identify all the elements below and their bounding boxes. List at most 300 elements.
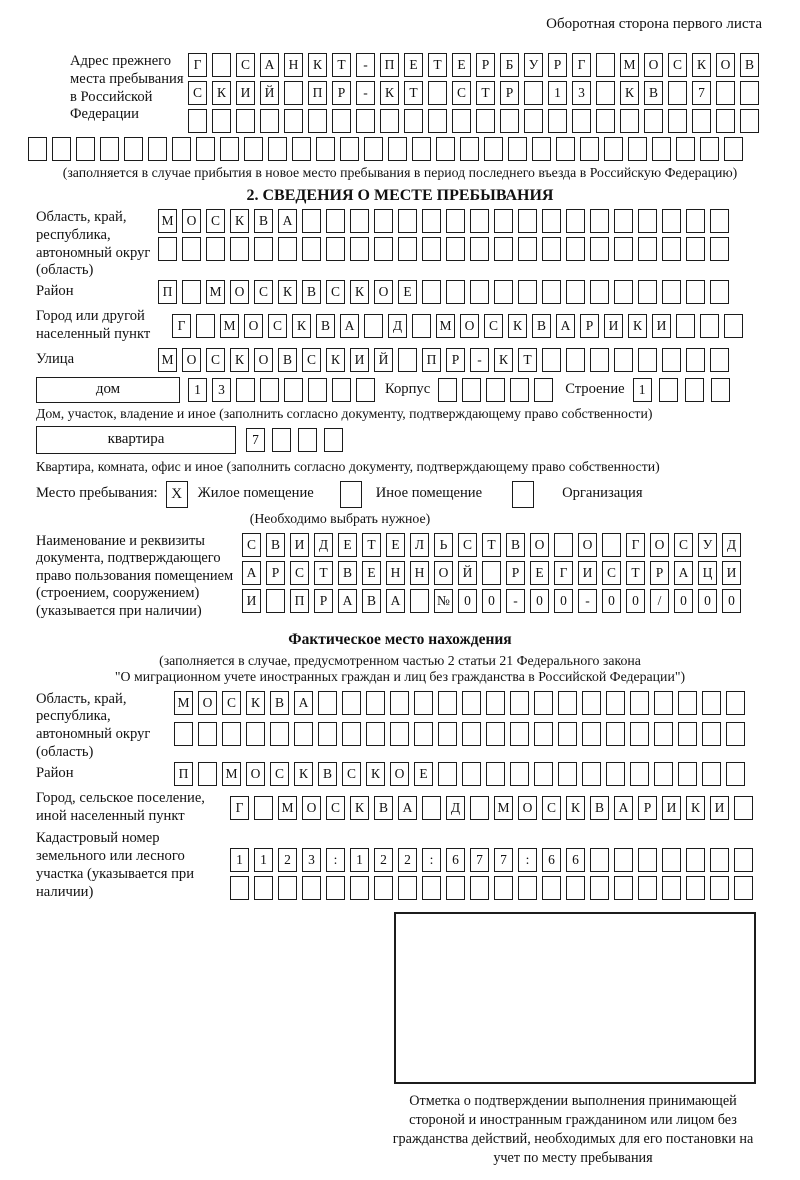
char-cell[interactable]: О <box>182 209 201 233</box>
char-cell[interactable]: Т <box>626 561 645 585</box>
char-cell[interactable]: К <box>620 81 639 105</box>
char-cell[interactable] <box>470 280 489 304</box>
char-cell[interactable] <box>590 280 609 304</box>
char-cell[interactable]: П <box>290 589 309 613</box>
char-cell[interactable]: 0 <box>554 589 573 613</box>
char-cell[interactable] <box>222 722 241 746</box>
char-cell[interactable] <box>272 428 291 452</box>
char-cell[interactable]: К <box>628 314 647 338</box>
char-cell[interactable] <box>182 237 201 261</box>
char-cell[interactable] <box>558 762 577 786</box>
char-cell[interactable]: Д <box>314 533 333 557</box>
char-cell[interactable] <box>596 53 615 77</box>
char-cell[interactable] <box>76 137 95 161</box>
char-cell[interactable]: 0 <box>482 589 501 613</box>
char-cell[interactable]: 3 <box>302 848 321 872</box>
char-cell[interactable] <box>342 722 361 746</box>
char-cell[interactable]: Й <box>374 348 393 372</box>
char-cell[interactable] <box>278 237 297 261</box>
char-cell[interactable]: М <box>206 280 225 304</box>
char-cell[interactable] <box>558 722 577 746</box>
char-cell[interactable] <box>724 137 743 161</box>
char-cell[interactable] <box>494 237 513 261</box>
char-cell[interactable]: Т <box>482 533 501 557</box>
char-cell[interactable] <box>711 378 730 402</box>
char-cell[interactable]: А <box>294 691 313 715</box>
char-cell[interactable] <box>302 876 321 900</box>
char-cell[interactable] <box>438 722 457 746</box>
char-cell[interactable] <box>638 876 657 900</box>
char-cell[interactable]: 0 <box>530 589 549 613</box>
char-cell[interactable] <box>566 280 585 304</box>
char-cell[interactable] <box>198 722 217 746</box>
char-cell[interactable] <box>602 533 621 557</box>
char-cell[interactable] <box>630 762 649 786</box>
char-cell[interactable] <box>614 209 633 233</box>
char-cell[interactable]: М <box>174 691 193 715</box>
char-cell[interactable] <box>542 280 561 304</box>
char-cell[interactable] <box>388 137 407 161</box>
char-cell[interactable]: 7 <box>494 848 513 872</box>
char-cell[interactable]: С <box>342 762 361 786</box>
char-cell[interactable]: Т <box>404 81 423 105</box>
char-cell[interactable] <box>398 209 417 233</box>
char-cell[interactable]: И <box>290 533 309 557</box>
char-cell[interactable]: С <box>268 314 287 338</box>
char-cell[interactable] <box>548 109 567 133</box>
char-cell[interactable] <box>398 348 417 372</box>
char-cell[interactable] <box>422 876 441 900</box>
char-cell[interactable] <box>172 137 191 161</box>
char-cell[interactable] <box>676 314 695 338</box>
char-cell[interactable] <box>662 280 681 304</box>
char-cell[interactable]: 1 <box>188 378 207 402</box>
char-cell[interactable]: И <box>578 561 597 585</box>
char-cell[interactable] <box>254 876 273 900</box>
char-cell[interactable]: П <box>380 53 399 77</box>
char-cell[interactable] <box>340 137 359 161</box>
char-cell[interactable] <box>524 109 543 133</box>
char-cell[interactable]: К <box>686 796 705 820</box>
char-cell[interactable] <box>678 722 697 746</box>
char-cell[interactable] <box>414 722 433 746</box>
char-cell[interactable]: - <box>506 589 525 613</box>
char-cell[interactable]: Р <box>580 314 599 338</box>
char-cell[interactable]: С <box>326 796 345 820</box>
char-cell[interactable]: О <box>254 348 273 372</box>
char-cell[interactable] <box>206 237 225 261</box>
char-cell[interactable] <box>659 378 678 402</box>
char-cell[interactable] <box>652 137 671 161</box>
char-cell[interactable] <box>686 876 705 900</box>
char-cell[interactable] <box>740 109 759 133</box>
char-cell[interactable] <box>638 848 657 872</box>
char-cell[interactable]: Г <box>230 796 249 820</box>
char-cell[interactable] <box>572 109 591 133</box>
char-cell[interactable]: У <box>698 533 717 557</box>
char-cell[interactable] <box>230 876 249 900</box>
char-cell[interactable] <box>438 691 457 715</box>
char-cell[interactable]: Е <box>386 533 405 557</box>
char-cell[interactable]: С <box>484 314 503 338</box>
char-cell[interactable]: А <box>386 589 405 613</box>
char-cell[interactable]: Ь <box>434 533 453 557</box>
char-cell[interactable]: В <box>266 533 285 557</box>
char-cell[interactable]: И <box>242 589 261 613</box>
char-cell[interactable] <box>710 280 729 304</box>
char-cell[interactable] <box>446 237 465 261</box>
char-cell[interactable]: - <box>356 81 375 105</box>
char-cell[interactable] <box>542 209 561 233</box>
char-cell[interactable]: С <box>270 762 289 786</box>
char-cell[interactable] <box>332 378 351 402</box>
char-cell[interactable]: О <box>302 796 321 820</box>
char-cell[interactable]: 1 <box>230 848 249 872</box>
char-cell[interactable] <box>566 348 585 372</box>
char-cell[interactable]: К <box>692 53 711 77</box>
char-cell[interactable] <box>374 209 393 233</box>
char-cell[interactable] <box>308 109 327 133</box>
char-cell[interactable] <box>614 280 633 304</box>
char-cell[interactable]: Е <box>338 533 357 557</box>
char-cell[interactable] <box>668 81 687 105</box>
char-cell[interactable] <box>726 722 745 746</box>
char-cell[interactable]: В <box>532 314 551 338</box>
char-cell[interactable] <box>28 137 47 161</box>
char-cell[interactable] <box>580 137 599 161</box>
char-cell[interactable] <box>716 109 735 133</box>
char-cell[interactable]: Р <box>650 561 669 585</box>
char-cell[interactable] <box>500 109 519 133</box>
char-cell[interactable] <box>590 348 609 372</box>
char-cell[interactable]: О <box>246 762 265 786</box>
char-cell[interactable] <box>700 137 719 161</box>
char-cell[interactable]: О <box>198 691 217 715</box>
char-cell[interactable] <box>716 81 735 105</box>
char-cell[interactable] <box>196 314 215 338</box>
char-cell[interactable] <box>486 378 505 402</box>
char-cell[interactable] <box>398 237 417 261</box>
char-cell[interactable] <box>308 378 327 402</box>
char-cell[interactable] <box>532 137 551 161</box>
char-cell[interactable]: О <box>374 280 393 304</box>
char-cell[interactable]: И <box>350 348 369 372</box>
char-cell[interactable] <box>284 378 303 402</box>
char-cell[interactable] <box>534 722 553 746</box>
char-cell[interactable]: В <box>270 691 289 715</box>
char-cell[interactable] <box>342 691 361 715</box>
char-cell[interactable]: В <box>254 209 273 233</box>
char-cell[interactable] <box>614 237 633 261</box>
char-cell[interactable]: Т <box>314 561 333 585</box>
char-cell[interactable]: Г <box>188 53 207 77</box>
char-cell[interactable] <box>524 81 543 105</box>
char-cell[interactable]: / <box>650 589 669 613</box>
char-cell[interactable]: К <box>380 81 399 105</box>
char-cell[interactable]: С <box>290 561 309 585</box>
char-cell[interactable]: Ц <box>698 561 717 585</box>
char-cell[interactable] <box>332 109 351 133</box>
char-cell[interactable] <box>318 691 337 715</box>
char-cell[interactable] <box>364 137 383 161</box>
char-cell[interactable]: 0 <box>602 589 621 613</box>
char-cell[interactable]: О <box>578 533 597 557</box>
char-cell[interactable] <box>316 137 335 161</box>
char-cell[interactable] <box>668 109 687 133</box>
char-cell[interactable]: С <box>302 348 321 372</box>
char-cell[interactable]: Л <box>410 533 429 557</box>
char-cell[interactable]: Е <box>452 53 471 77</box>
char-cell[interactable] <box>412 314 431 338</box>
char-cell[interactable]: Н <box>410 561 429 585</box>
char-cell[interactable]: И <box>662 796 681 820</box>
char-cell[interactable] <box>470 796 489 820</box>
char-cell[interactable]: 6 <box>566 848 585 872</box>
char-cell[interactable]: 7 <box>470 848 489 872</box>
char-cell[interactable] <box>678 762 697 786</box>
char-cell[interactable]: О <box>644 53 663 77</box>
char-cell[interactable]: Р <box>314 589 333 613</box>
char-cell[interactable] <box>436 137 455 161</box>
char-cell[interactable]: К <box>366 762 385 786</box>
char-cell[interactable] <box>188 109 207 133</box>
char-cell[interactable] <box>390 722 409 746</box>
char-cell[interactable]: В <box>506 533 525 557</box>
char-cell[interactable] <box>366 691 385 715</box>
char-cell[interactable]: 0 <box>698 589 717 613</box>
char-cell[interactable] <box>318 722 337 746</box>
char-cell[interactable] <box>302 237 321 261</box>
char-cell[interactable] <box>158 237 177 261</box>
char-cell[interactable]: И <box>236 81 255 105</box>
char-cell[interactable] <box>356 109 375 133</box>
char-cell[interactable] <box>644 109 663 133</box>
char-cell[interactable] <box>686 209 705 233</box>
char-cell[interactable]: П <box>422 348 441 372</box>
char-cell[interactable] <box>662 237 681 261</box>
char-cell[interactable] <box>236 378 255 402</box>
char-cell[interactable] <box>558 691 577 715</box>
char-cell[interactable] <box>350 209 369 233</box>
char-cell[interactable]: 2 <box>398 848 417 872</box>
char-cell[interactable] <box>685 378 704 402</box>
char-cell[interactable] <box>630 722 649 746</box>
char-cell[interactable] <box>582 762 601 786</box>
char-cell[interactable]: А <box>260 53 279 77</box>
char-cell[interactable] <box>614 348 633 372</box>
char-cell[interactable]: А <box>398 796 417 820</box>
char-cell[interactable] <box>284 81 303 105</box>
char-cell[interactable] <box>662 348 681 372</box>
char-cell[interactable] <box>462 378 481 402</box>
char-cell[interactable] <box>740 81 759 105</box>
char-cell[interactable]: 3 <box>572 81 591 105</box>
char-cell[interactable] <box>462 722 481 746</box>
char-cell[interactable]: К <box>494 348 513 372</box>
char-cell[interactable] <box>638 237 657 261</box>
char-cell[interactable]: М <box>222 762 241 786</box>
char-cell[interactable] <box>422 237 441 261</box>
char-cell[interactable] <box>422 209 441 233</box>
char-cell[interactable]: К <box>278 280 297 304</box>
char-cell[interactable] <box>676 137 695 161</box>
char-cell[interactable]: К <box>308 53 327 77</box>
char-cell[interactable]: 3 <box>212 378 231 402</box>
char-cell[interactable]: А <box>556 314 575 338</box>
char-cell[interactable]: И <box>652 314 671 338</box>
char-cell[interactable]: М <box>436 314 455 338</box>
char-cell[interactable]: А <box>338 589 357 613</box>
char-cell[interactable] <box>582 722 601 746</box>
char-cell[interactable]: К <box>508 314 527 338</box>
char-cell[interactable] <box>438 378 457 402</box>
char-cell[interactable]: 0 <box>674 589 693 613</box>
char-cell[interactable]: В <box>318 762 337 786</box>
char-cell[interactable] <box>398 876 417 900</box>
char-cell[interactable]: О <box>244 314 263 338</box>
char-cell[interactable] <box>236 109 255 133</box>
char-cell[interactable] <box>662 876 681 900</box>
char-cell[interactable] <box>628 137 647 161</box>
char-cell[interactable] <box>724 314 743 338</box>
char-cell[interactable] <box>374 876 393 900</box>
char-cell[interactable]: - <box>470 348 489 372</box>
char-cell[interactable] <box>100 137 119 161</box>
char-cell[interactable]: С <box>326 280 345 304</box>
char-cell[interactable] <box>462 762 481 786</box>
char-cell[interactable]: М <box>620 53 639 77</box>
char-cell[interactable] <box>278 876 297 900</box>
char-cell[interactable] <box>482 561 501 585</box>
char-cell[interactable] <box>470 209 489 233</box>
stay-type-checkbox-other-premises[interactable] <box>340 481 362 508</box>
char-cell[interactable] <box>246 722 265 746</box>
char-cell[interactable] <box>590 848 609 872</box>
char-cell[interactable] <box>292 137 311 161</box>
char-cell[interactable]: Д <box>722 533 741 557</box>
char-cell[interactable]: У <box>524 53 543 77</box>
char-cell[interactable]: С <box>542 796 561 820</box>
char-cell[interactable] <box>542 237 561 261</box>
char-cell[interactable]: 0 <box>458 589 477 613</box>
char-cell[interactable] <box>700 314 719 338</box>
char-cell[interactable] <box>380 109 399 133</box>
char-cell[interactable] <box>260 378 279 402</box>
char-cell[interactable]: В <box>374 796 393 820</box>
char-cell[interactable] <box>590 209 609 233</box>
char-cell[interactable]: С <box>254 280 273 304</box>
char-cell[interactable] <box>518 237 537 261</box>
char-cell[interactable] <box>294 722 313 746</box>
char-cell[interactable] <box>428 109 447 133</box>
char-cell[interactable]: - <box>578 589 597 613</box>
char-cell[interactable]: М <box>158 348 177 372</box>
char-cell[interactable] <box>230 237 249 261</box>
char-cell[interactable] <box>534 762 553 786</box>
char-cell[interactable]: Р <box>476 53 495 77</box>
char-cell[interactable]: О <box>716 53 735 77</box>
char-cell[interactable]: С <box>236 53 255 77</box>
char-cell[interactable]: С <box>668 53 687 77</box>
char-cell[interactable]: К <box>350 280 369 304</box>
char-cell[interactable] <box>702 691 721 715</box>
char-cell[interactable]: : <box>326 848 345 872</box>
char-cell[interactable]: К <box>246 691 265 715</box>
char-cell[interactable] <box>446 209 465 233</box>
char-cell[interactable]: Н <box>386 561 405 585</box>
char-cell[interactable]: О <box>390 762 409 786</box>
char-cell[interactable] <box>182 280 201 304</box>
char-cell[interactable]: О <box>434 561 453 585</box>
char-cell[interactable] <box>638 348 657 372</box>
char-cell[interactable] <box>254 796 273 820</box>
char-cell[interactable]: 2 <box>374 848 393 872</box>
char-cell[interactable]: С <box>602 561 621 585</box>
char-cell[interactable] <box>476 109 495 133</box>
char-cell[interactable]: Т <box>428 53 447 77</box>
char-cell[interactable] <box>486 762 505 786</box>
char-cell[interactable] <box>596 81 615 105</box>
char-cell[interactable] <box>350 237 369 261</box>
char-cell[interactable]: 1 <box>350 848 369 872</box>
char-cell[interactable]: 0 <box>626 589 645 613</box>
char-cell[interactable] <box>630 691 649 715</box>
char-cell[interactable] <box>374 237 393 261</box>
char-cell[interactable] <box>428 81 447 105</box>
char-cell[interactable] <box>510 378 529 402</box>
char-cell[interactable] <box>590 237 609 261</box>
char-cell[interactable] <box>270 722 289 746</box>
char-cell[interactable] <box>366 722 385 746</box>
char-cell[interactable]: К <box>212 81 231 105</box>
char-cell[interactable]: 7 <box>692 81 711 105</box>
char-cell[interactable]: С <box>242 533 261 557</box>
char-cell[interactable] <box>510 762 529 786</box>
char-cell[interactable]: С <box>206 348 225 372</box>
char-cell[interactable] <box>590 876 609 900</box>
char-cell[interactable]: Й <box>260 81 279 105</box>
char-cell[interactable] <box>702 762 721 786</box>
char-cell[interactable]: 0 <box>722 589 741 613</box>
char-cell[interactable] <box>534 378 553 402</box>
char-cell[interactable] <box>174 722 193 746</box>
char-cell[interactable] <box>596 109 615 133</box>
char-cell[interactable] <box>446 876 465 900</box>
char-cell[interactable] <box>654 722 673 746</box>
char-cell[interactable] <box>662 209 681 233</box>
char-cell[interactable] <box>460 137 479 161</box>
char-cell[interactable] <box>356 378 375 402</box>
char-cell[interactable]: К <box>230 348 249 372</box>
char-cell[interactable]: П <box>174 762 193 786</box>
char-cell[interactable]: Г <box>626 533 645 557</box>
char-cell[interactable] <box>726 691 745 715</box>
char-cell[interactable]: Е <box>414 762 433 786</box>
char-cell[interactable]: 1 <box>633 378 652 402</box>
char-cell[interactable] <box>534 691 553 715</box>
char-cell[interactable] <box>606 691 625 715</box>
char-cell[interactable] <box>494 209 513 233</box>
char-cell[interactable] <box>518 876 537 900</box>
char-cell[interactable]: О <box>530 533 549 557</box>
char-cell[interactable] <box>710 876 729 900</box>
char-cell[interactable]: Т <box>362 533 381 557</box>
char-cell[interactable]: - <box>356 53 375 77</box>
char-cell[interactable]: : <box>518 848 537 872</box>
char-cell[interactable]: 6 <box>542 848 561 872</box>
char-cell[interactable] <box>404 109 423 133</box>
char-cell[interactable] <box>302 209 321 233</box>
